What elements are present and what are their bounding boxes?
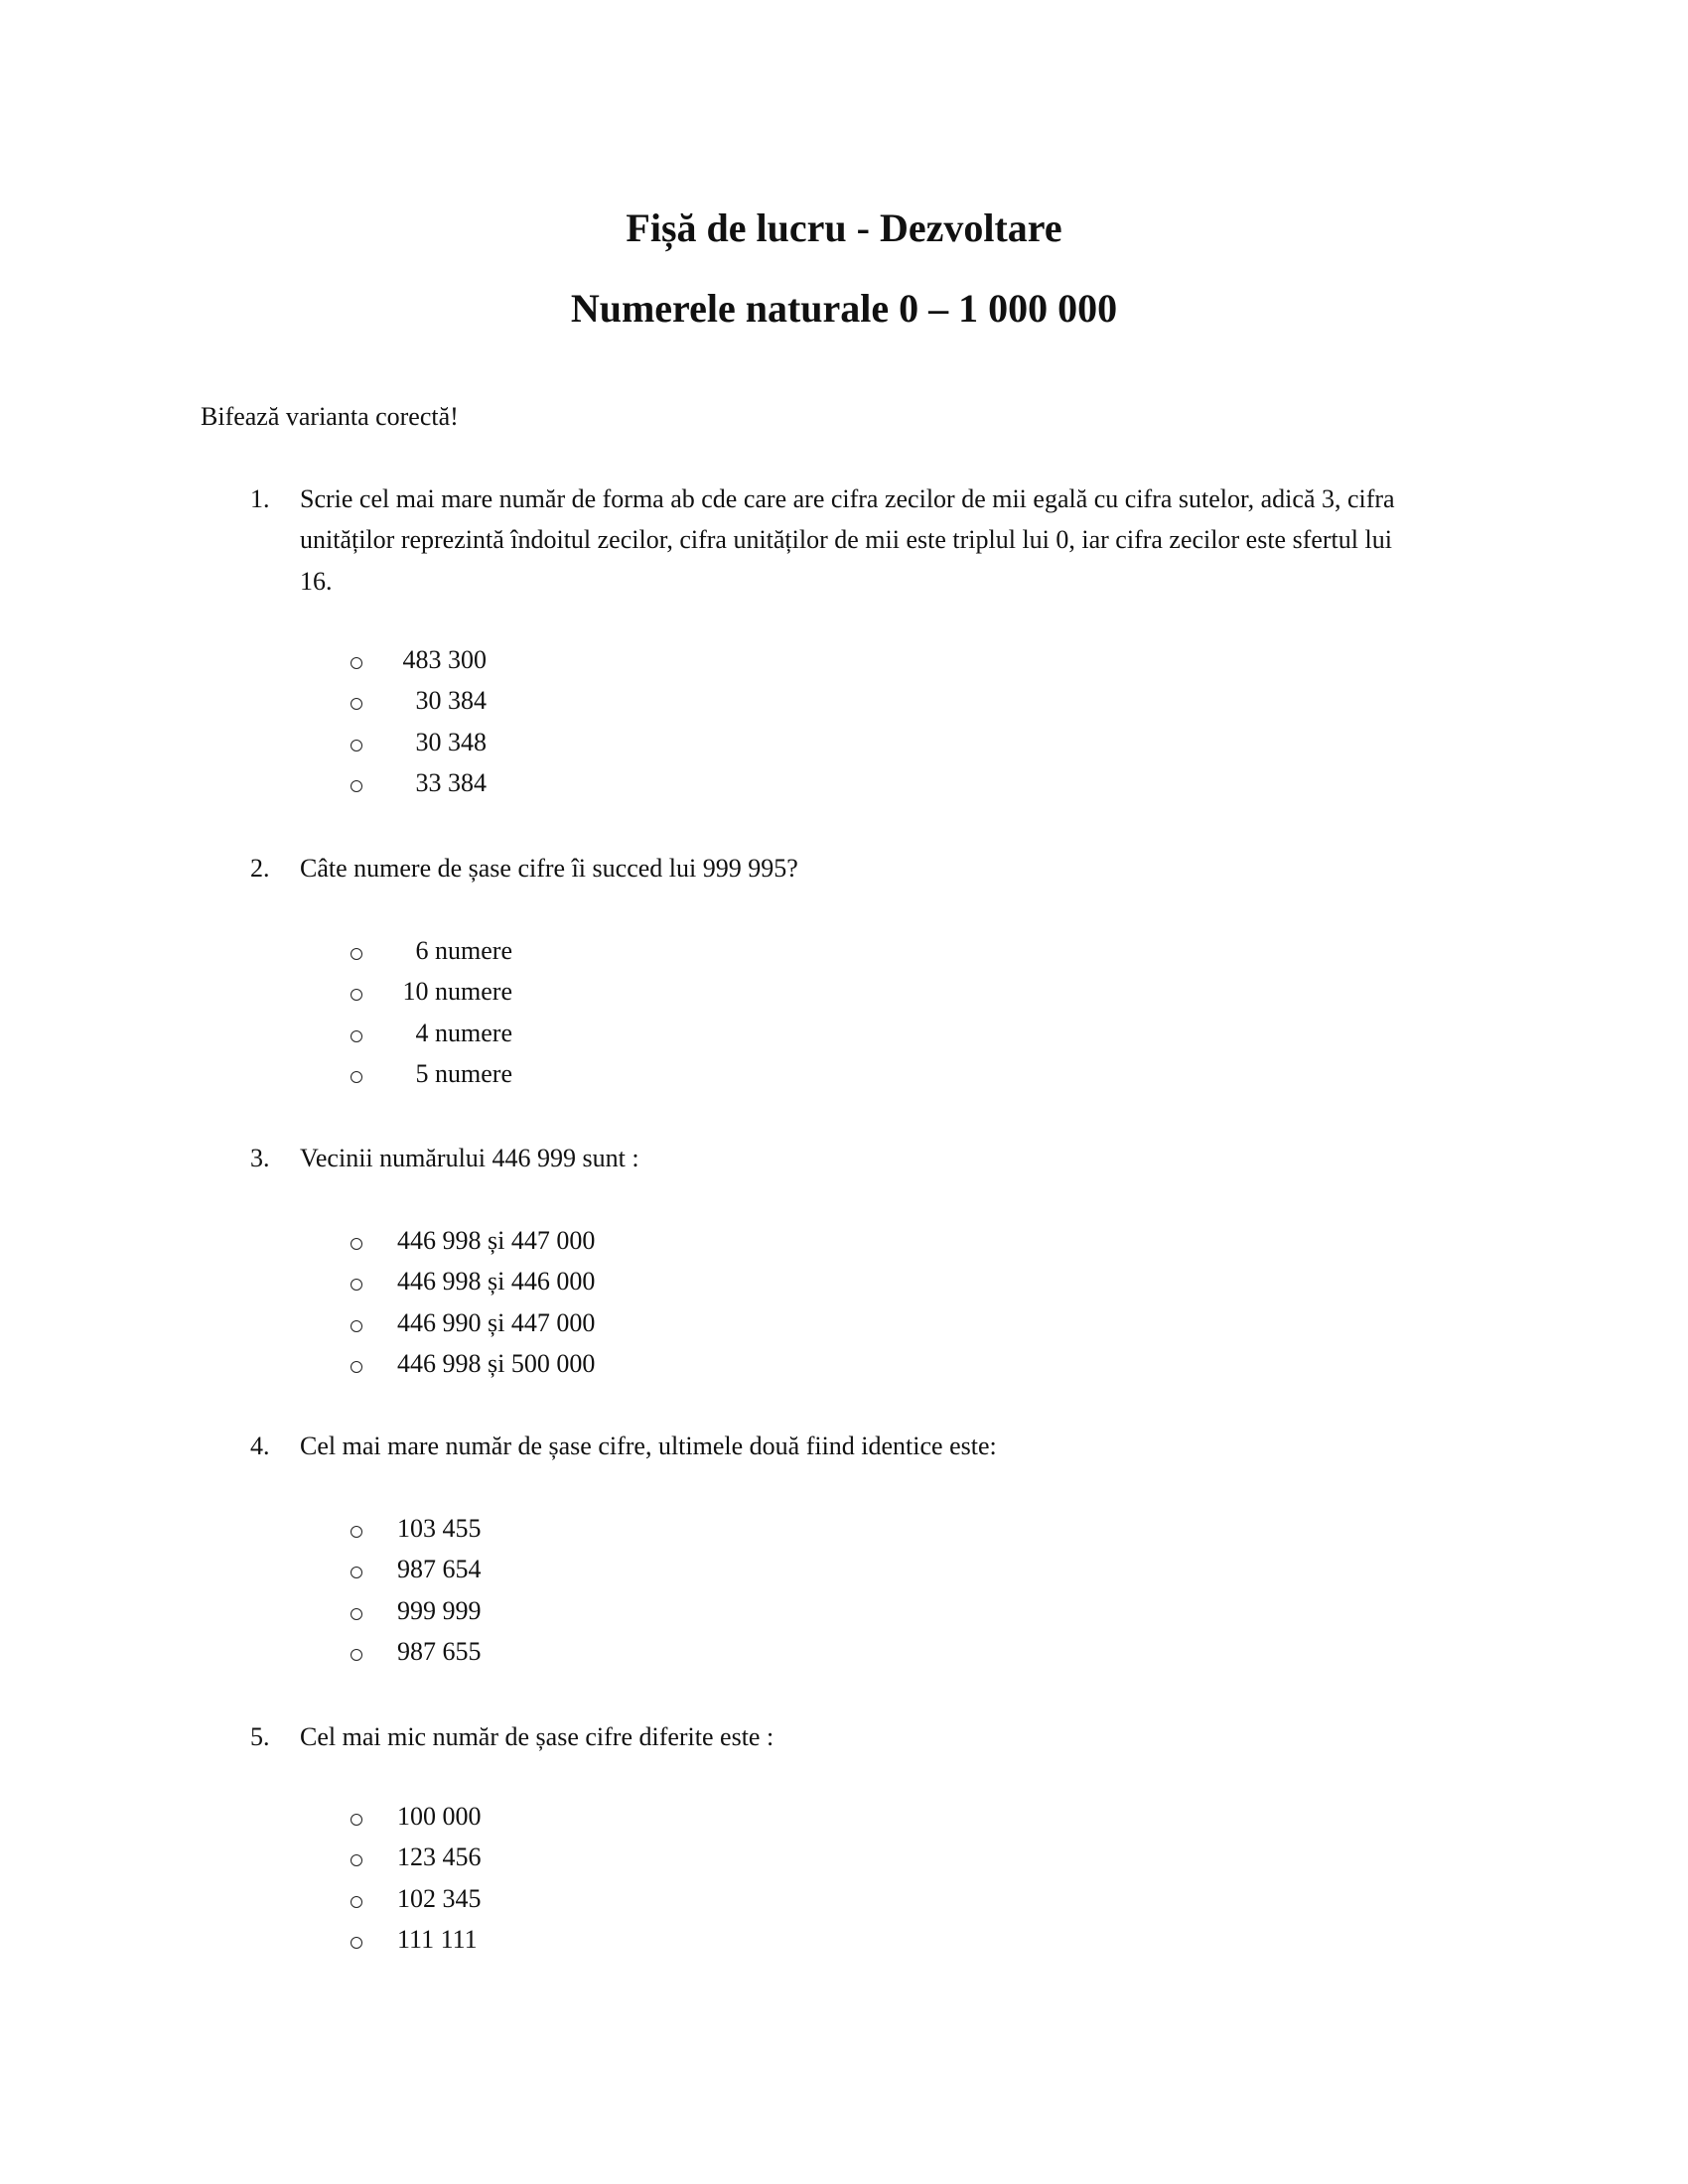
radio-circle-icon[interactable] — [351, 1361, 362, 1373]
radio-circle-icon[interactable] — [351, 657, 362, 669]
question-text-line: Cel mai mic număr de șase cifre diferite este : — [300, 1722, 774, 1751]
answer-option-label[interactable]: 30 384 — [415, 686, 487, 715]
answer-option-label[interactable]: 6 numere — [415, 936, 512, 965]
radio-circle-icon[interactable] — [351, 989, 362, 1001]
answer-option-label[interactable]: 111 111 — [397, 1925, 478, 1954]
radio-circle-icon[interactable] — [351, 698, 362, 710]
answer-option-label[interactable]: 123 456 — [397, 1843, 482, 1871]
answer-option-label[interactable]: 4 numere — [415, 1019, 512, 1047]
radio-circle-icon[interactable] — [351, 1854, 362, 1866]
answer-option-label[interactable]: 446 998 și 446 000 — [397, 1267, 596, 1296]
radio-circle-icon[interactable] — [351, 1320, 362, 1332]
question-number: 1. — [250, 484, 270, 513]
radio-circle-icon[interactable] — [351, 1071, 362, 1083]
question-text-line: unităților reprezintă îndoitul zecilor, cifra unităților de mii este triplul lui 0, iar cifra zecilor este sfertul lui — [300, 525, 1392, 554]
answer-option-label[interactable]: 999 999 — [397, 1596, 482, 1625]
question-text-line: Cel mai mare număr de șase cifre, ultimele două fiind identice este: — [300, 1432, 997, 1460]
radio-circle-icon[interactable] — [351, 1526, 362, 1538]
radio-circle-icon[interactable] — [351, 740, 362, 751]
question-number: 3. — [250, 1144, 270, 1172]
answer-option-label[interactable]: 987 655 — [397, 1637, 482, 1666]
radio-circle-icon[interactable] — [351, 1937, 362, 1949]
question-number: 2. — [250, 854, 270, 883]
answer-option-label[interactable]: 5 numere — [415, 1059, 512, 1088]
question-text-line: 16. — [300, 567, 333, 596]
question-text-line: Scrie cel mai mare număr de forma ab cde care are cifra zecilor de mii egală cu cifra sutelor, adică 3, cifra — [300, 484, 1395, 513]
answer-option-label[interactable]: 987 654 — [397, 1555, 482, 1583]
answer-option-label[interactable]: 102 345 — [397, 1884, 482, 1913]
question-text-line: Vecinii numărului 446 999 sunt : — [300, 1144, 639, 1172]
radio-circle-icon[interactable] — [351, 1238, 362, 1250]
answer-option-label[interactable]: 446 990 și 447 000 — [397, 1308, 596, 1337]
worksheet-subtitle: Numerele naturale 0 – 1 000 000 — [570, 286, 1118, 331]
answer-option-label[interactable]: 10 numere — [402, 977, 512, 1006]
answer-option-label[interactable]: 483 300 — [402, 645, 487, 674]
answer-option-label[interactable]: 446 998 și 500 000 — [397, 1349, 596, 1378]
instruction-text: Bifează varianta corectă! — [201, 402, 459, 431]
answer-option-label[interactable]: 103 455 — [397, 1514, 482, 1543]
radio-circle-icon[interactable] — [351, 1896, 362, 1908]
question-number: 4. — [250, 1432, 270, 1460]
answer-option-label[interactable]: 33 384 — [415, 768, 487, 797]
question-number: 5. — [250, 1722, 270, 1751]
worksheet-title: Fișă de lucru - Dezvoltare — [626, 205, 1062, 250]
radio-circle-icon[interactable] — [351, 780, 362, 792]
radio-circle-icon[interactable] — [351, 1814, 362, 1826]
answer-option-label[interactable]: 446 998 și 447 000 — [397, 1226, 596, 1255]
radio-circle-icon[interactable] — [351, 1030, 362, 1042]
radio-circle-icon[interactable] — [351, 1649, 362, 1661]
radio-circle-icon[interactable] — [351, 1567, 362, 1578]
radio-circle-icon[interactable] — [351, 1608, 362, 1620]
radio-circle-icon[interactable] — [351, 1279, 362, 1291]
question-text-line: Câte numere de șase cifre îi succed lui 999 995? — [300, 854, 798, 883]
answer-option-label[interactable]: 30 348 — [415, 728, 487, 756]
radio-circle-icon[interactable] — [351, 948, 362, 960]
answer-option-label[interactable]: 100 000 — [397, 1802, 482, 1831]
